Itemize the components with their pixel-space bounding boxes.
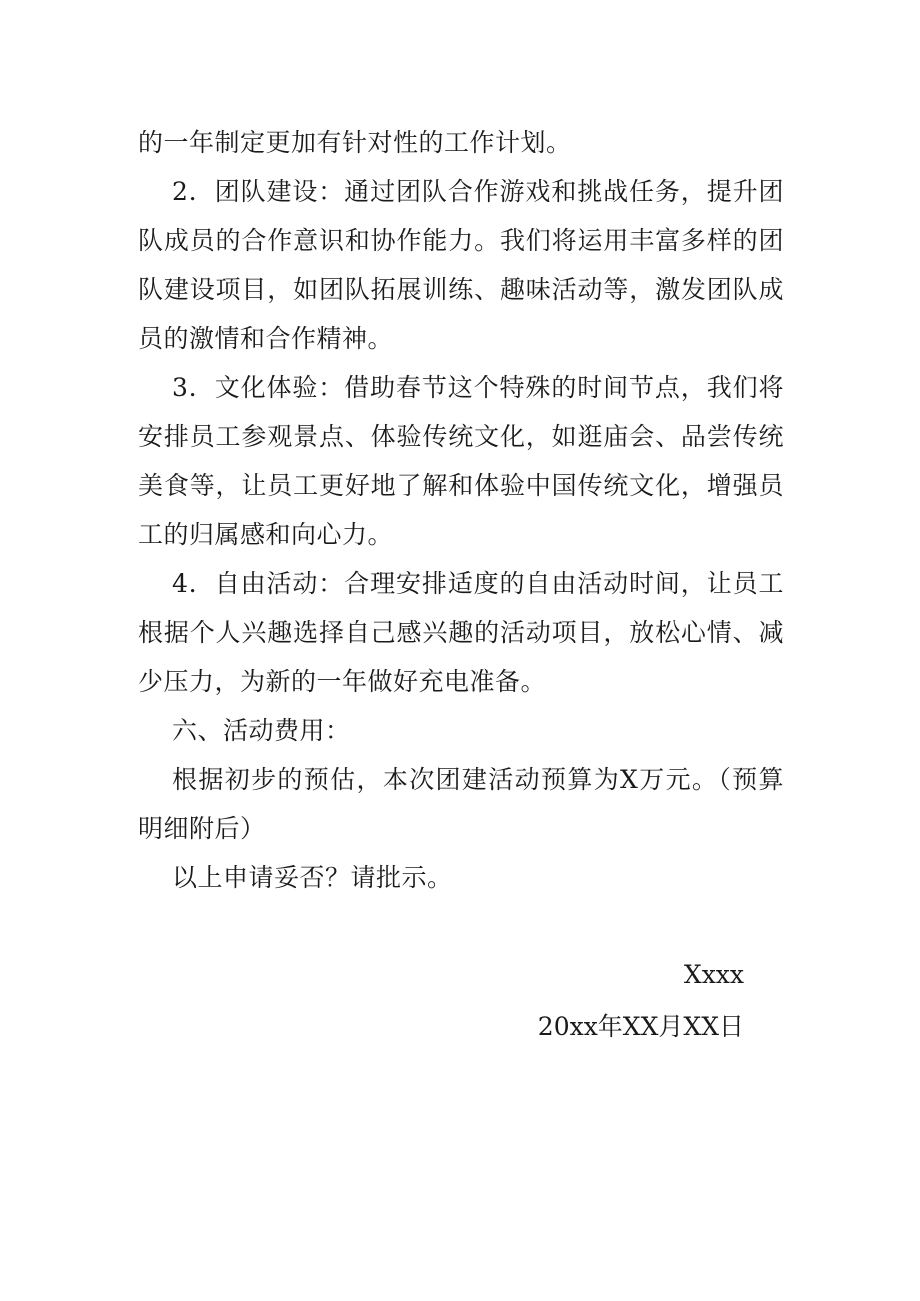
document-body xyxy=(138,118,784,902)
paragraph-free-activity: 4．自由活动：合理安排适度的自由活动时间，让员工根据个人兴趣选择自己感兴趣的活动项目，放松心情、减少压力，为新的一年做好充电准备。 xyxy=(138,569,784,696)
paragraph-request-approval: 以上申请妥否？请批示。 xyxy=(172,863,453,892)
paragraph-continued: 的一年制定更加有针对性的工作计划。 xyxy=(138,128,572,157)
paragraph-culture-experience: 3．文化体验：借助春节这个特殊的时间节点，我们将安排员工参观景点、体验传统文化，如逛庙会、品尝传统美食等，让员工更好地了解和体验中国传统文化，增强员工的归属感和向心力。 xyxy=(138,373,784,549)
paragraph-budget: 根据初步的预估，本次团建活动预算为X万元。（预算明细附后） xyxy=(138,765,784,843)
document-date: 20xx年XX月XX日 xyxy=(537,1012,744,1041)
signature: Xxxx xyxy=(683,960,744,989)
paragraph-team-building: 2．团队建设：通过团队合作游戏和挑战任务，提升团队成员的合作意识和协作能力。我们将运用丰富多样的团队建设项目，如团队拓展训练、趣味活动等，激发团队成员的激情和合作精神。 xyxy=(138,177,784,353)
section-heading-activity-cost: 六、活动费用： xyxy=(172,716,351,745)
